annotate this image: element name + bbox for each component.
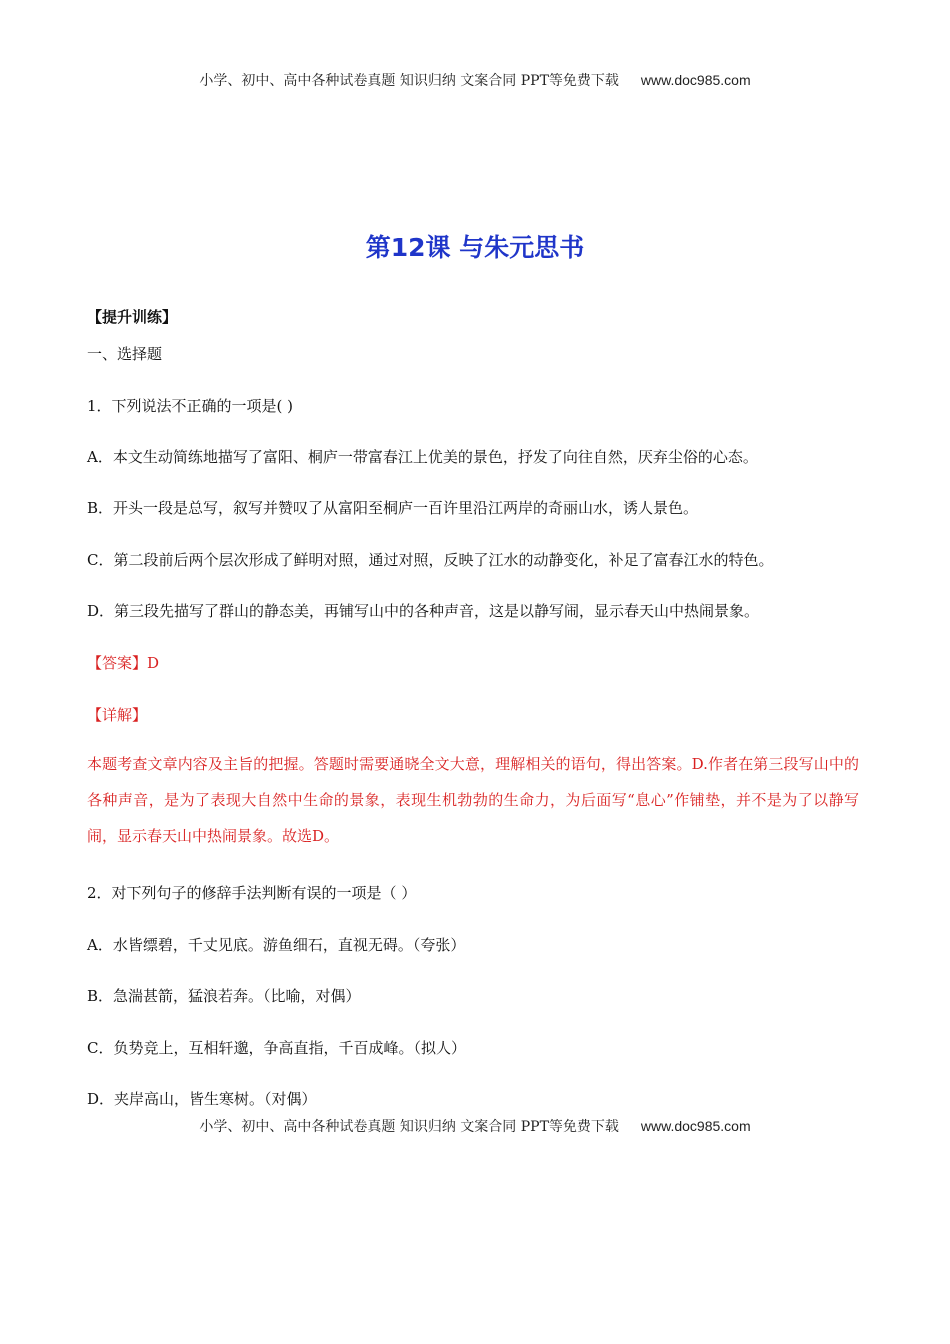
page-title: 第12课 与朱元思书 <box>365 233 585 262</box>
q1-option-b: B．开头一段是总写，叙写并赞叹了从富阳至桐庐一百许里沿江两岸的奇丽山水，诱人景色。 <box>87 499 699 517</box>
q1-stem: 1．下列说法不正确的一项是( ) <box>87 397 294 415</box>
header-url: www.doc985.com <box>640 72 751 88</box>
q2-option-c: C．负势竞上，互相轩邈，争高直指，千百成峰。（拟人） <box>87 1039 466 1057</box>
page-header <box>0 70 950 90</box>
q1-answer <box>87 652 159 673</box>
q1-option-a: A．本文生动简练地描写了富阳、桐庐一带富春江上优美的景色，抒发了向往自然，厌弃尘俗的心态。 <box>87 448 758 466</box>
section-type: 一、选择题 <box>87 345 163 363</box>
q2-option-a: A．水皆缥碧，千丈见底。游鱼细石，直视无碍。（夸张） <box>87 936 466 954</box>
answer-value: D <box>147 654 160 672</box>
q2-stem: 2．对下列句子的修辞手法判断有误的一项是（ ） <box>87 884 417 902</box>
q1-option-c: C．第二段前后两个层次形成了鲜明对照，通过对照，反映了江水的动静变化，补足了富春江水的特色。 <box>87 551 774 569</box>
page-footer <box>0 1116 950 1136</box>
section-label: 【提升训练】 <box>87 308 178 326</box>
footer-text: 小学、初中、高中各种试卷真题 知识归纳 文案合同 PPT等免费下载 <box>199 1119 619 1135</box>
q1-explain-label: 【详解】 <box>87 706 148 724</box>
header-text: 小学、初中、高中各种试卷真题 知识归纳 文案合同 PPT等免费下载 <box>199 73 619 89</box>
footer-url: www.doc985.com <box>640 1118 751 1134</box>
q1-option-d: D．第三段先描写了群山的静态美，再铺写山中的各种声音，这是以静写闹，显示春天山中热闹景象。 <box>87 602 760 620</box>
answer-label: 【答案】 <box>87 654 148 672</box>
q1-explanation: 本题考查文章内容及主旨的把握。答题时需要通晓全文大意，理解相关的语句，得出答案。D.作者在第三段写山中的各种声音，是为了表现大自然中生命的景象，表现生机勃勃的生命力，为后面写“息心”作铺垫，并不是为了以静写闹，显示春天山中热闹景象。故选D。 <box>87 755 859 845</box>
q2-option-b: B．急湍甚箭，猛浪若奔。（比喻，对偶） <box>87 987 361 1005</box>
q2-option-d: D．夹岸高山，皆生寒树。（对偶） <box>87 1090 317 1108</box>
